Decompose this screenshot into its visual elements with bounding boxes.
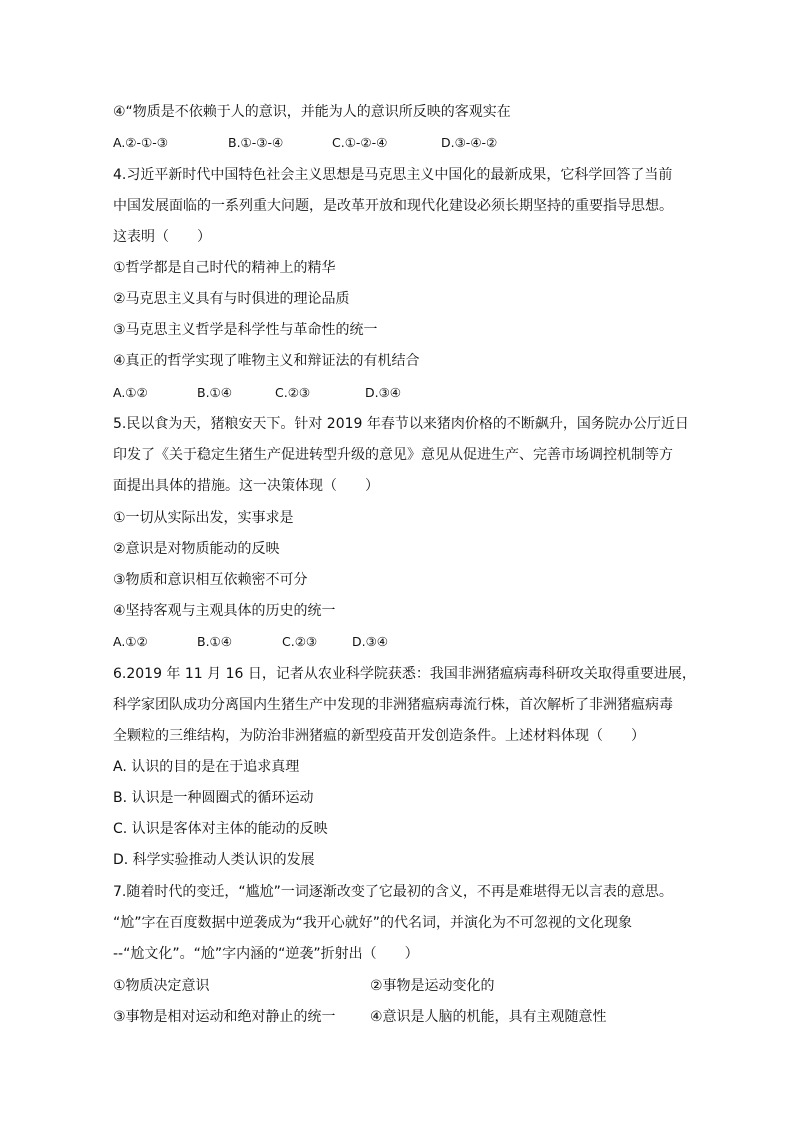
q5-statement-2: ②意识是对物质能动的反映 bbox=[113, 541, 280, 557]
q4-stem-line-1: 4.习近平新时代中国特色社会主义思想是马克思主义中国化的最新成果，它科学回答了当前 bbox=[113, 167, 673, 183]
q5-option-b: B.①④ bbox=[197, 634, 232, 649]
q3-option-d: D.③-④-② bbox=[441, 135, 498, 150]
q3-option-c: C.①-②-④ bbox=[332, 135, 388, 150]
q4-stem-line-3: 这表明（ ） bbox=[113, 229, 211, 245]
q5-option-c: C.②③ bbox=[282, 634, 318, 649]
q4-statement-3: ③马克思主义哲学是科学性与革命性的统一 bbox=[113, 322, 378, 338]
q5-stem-line-3: 面提出具体的措施。这一决策体现（ ） bbox=[113, 478, 379, 494]
q5-statement-3: ③物质和意识相互依赖密不可分 bbox=[113, 572, 308, 588]
q7-statement-3: ③事物是相对运动和绝对静止的统一 bbox=[113, 1009, 336, 1025]
q7-stem-line-1: 7.随着时代的变迁，“尴尬”一词逐渐改变了它最初的含义，不再是难堪得无以言表的意思。 bbox=[113, 884, 673, 900]
q4-statement-1: ①哲学都是自己时代的精神上的精华 bbox=[113, 260, 336, 276]
q6-option-a: A. 认识的目的是在于追求真理 bbox=[113, 759, 300, 775]
q6-stem-line-2: 科学家团队成功分离国内生猪生产中发现的非洲猪瘟病毒流行株，首次解析了非洲猪瘟病毒 bbox=[113, 697, 673, 713]
q4-statement-4: ④真正的哲学实现了唯物主义和辩证法的有机结合 bbox=[113, 353, 420, 369]
q7-statement-2: ②事物是运动变化的 bbox=[370, 978, 495, 994]
q5-statement-4: ④坚持客观与主观具体的历史的统一 bbox=[113, 603, 336, 619]
q5-option-a: A.①② bbox=[113, 634, 148, 649]
q7-stem-line-2: “尬”字在百度数据中逆袭成为“我开心就好”的代名词，并演化为不可忽视的文化现象 bbox=[113, 915, 633, 931]
q6-option-b: B. 认识是一种圆圈式的循环运动 bbox=[113, 790, 314, 806]
q3-statement-4: ④“物质是不依赖于人的意识，并能为人的意识所反映的客观实在 bbox=[113, 104, 511, 120]
q5-stem-line-1: 5.民以食为天，猪粮安天下。针对 2019 年春节以来猪肉价格的不断飙升，国务院办公厅近日 bbox=[113, 416, 689, 432]
q4-option-b: B.①④ bbox=[197, 385, 232, 400]
q4-statement-2: ②马克思主义具有与时俱进的理论品质 bbox=[113, 291, 350, 307]
q6-option-d: D. 科学实验推动人类认识的发展 bbox=[113, 852, 315, 868]
q7-statement-1: ①物质决定意识 bbox=[113, 978, 210, 994]
q4-option-d: D.③④ bbox=[365, 385, 402, 400]
q5-stem-line-2: 印发了《关于稳定生猪生产促进转型升级的意见》意见从促进生产、完善市场调控机制等方 bbox=[113, 447, 673, 463]
q3-option-b: B.①-③-④ bbox=[228, 135, 284, 150]
q6-stem-line-3: 全颗粒的三维结构，为防治非洲猪瘟的新型疫苗开发创造条件。上述材料体现（ ） bbox=[113, 728, 645, 744]
q7-stem-line-3: --“尬文化”。“尬”字内涵的“逆袭”折射出（ ） bbox=[113, 946, 419, 962]
q6-option-c: C. 认识是客体对主体的能动的反映 bbox=[113, 821, 328, 837]
q4-option-a: A.①② bbox=[113, 385, 148, 400]
q7-statement-4: ④意识是人脑的机能，具有主观随意性 bbox=[370, 1009, 607, 1025]
q4-option-c: C.②③ bbox=[275, 385, 311, 400]
q5-statement-1: ①一切从实际出发，实事求是 bbox=[113, 510, 294, 526]
q3-option-a: A.②-①-③ bbox=[113, 135, 168, 150]
q6-stem-line-1: 6.2019 年 11 月 16 日，记者从农业科学院获悉：我国非洲猪瘟病毒科研攻关取得重要进展， bbox=[113, 666, 696, 682]
q5-option-d: D.③④ bbox=[352, 634, 389, 649]
q4-stem-line-2: 中国发展面临的一系列重大问题，是改革开放和现代化建设必须长期坚持的重要指导思想。 bbox=[113, 198, 673, 214]
